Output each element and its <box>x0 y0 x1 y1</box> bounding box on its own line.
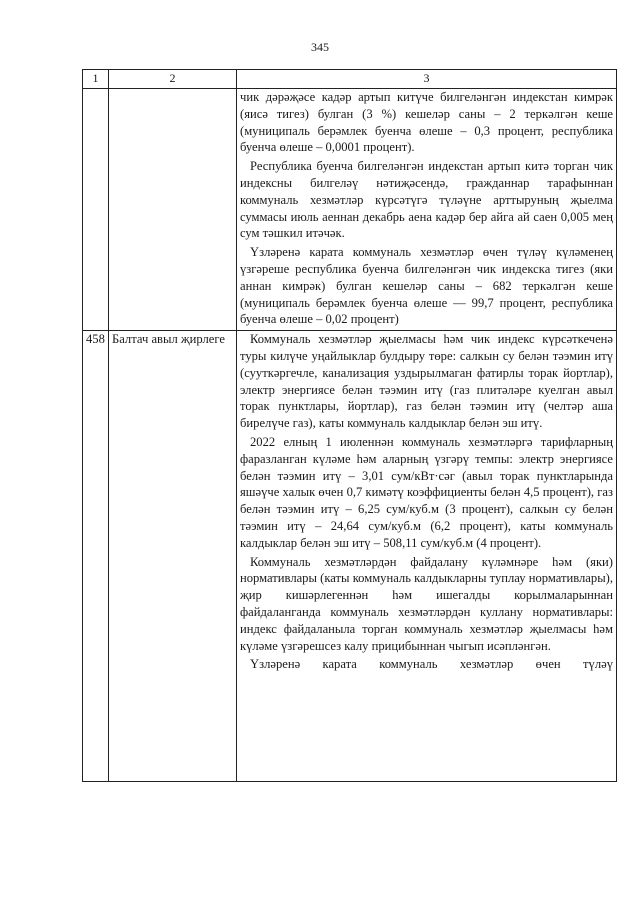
paragraph: Коммуналь хезмәтләрдән файдалану күләмнәре һәм (яки) нормативлары (каты коммуналь калдыкларны туплау нормативлары), җир кишәрлегеннән һәм ишегалды корылмаларыннан файдаланганда коммуналь хезмәтләрдән куллану нормативлары: индекс файдаланыла торган коммуналь хезмәтләр җыелмасы һәм күләме үзгәрешсез калу прицибыннан чыгып исәпләнгән. <box>240 554 613 653</box>
document-table <box>82 69 617 782</box>
paragraph: 2022 елның 1 июленнән коммуналь хезмәтләргә тарифларның фаразланган күләме һәм аларның үзгәрү темпы: электр энергиясе белән тәэмин итү – 3,01 сум/кВт·сәг (авыл торак пунктларында яшәүче халык өчен 0,7 кимәтү коэффициенты белән 4,5 процент), газ белән тәэмин итү – 6,25 сум/куб.м (3 процент), салкын су белән тәэмин итү – 24,64 сум/куб.м (6,2 процент), каты коммуналь калдыклар белән эш итү – 508,11 сум/куб.м (4 процент). <box>240 434 613 550</box>
description-cell <box>237 331 617 782</box>
header-cell-1: 1 <box>83 70 109 89</box>
row-number-cell: 458 <box>83 331 109 782</box>
paragraph-continued: Үзләренә карата коммуналь хезмәтләр өчен түләү <box>250 657 613 672</box>
description-cell <box>237 89 617 331</box>
paragraph: Коммуналь хезмәтләр җыелмасы һәм чик индекс күрсәткеченә туры килүче уңайлыклар булдыру төре: салкын су белән тәэмин итү (сууткәргечле, канализация уздырылмаган фатирлы торак йортлар), электр энергиясе белән тәэмин итү (газ плитәләре куелган авыл торак пунктлары, йортлар), газ белән тәэмин итү (челтәр аша бирелүче газ), каты коммуналь калдыклар белән эш итү. <box>240 332 613 431</box>
paragraph: Республика буенча билгеләнгән индекстан артып китә торган чик индексны билгеләү нәтиҗәсендә, гражданнар тарафыннан коммуналь хезмәтләр күрсәтүгә түләүне арттыруның җыелма суммасы июль аеннан декабрь аена кадәр бер айга ай саен 0,005 мең сум тәшкил итәчәк. <box>240 159 613 241</box>
settlement-name-cell <box>109 89 237 331</box>
paragraph: Үзләренә карата коммуналь хезмәтләр өчен түләү күләменең үзгәреше республика буенча билгеләнгән чик индекска тигез (яки аннан кимрәк) булган кешеләр саны – 682 теркәлгән кеше (муниципаль берәмлек буенча өлеше — 99,7 процент, республика буенча өлеше – 0,02 процент) <box>240 245 613 327</box>
header-cell-2: 2 <box>109 70 237 89</box>
table-row <box>83 89 617 331</box>
page-number: 345 <box>311 40 329 54</box>
settlement-name-cell: Балтач авыл җирлеге <box>109 331 237 782</box>
row-number-cell <box>83 89 109 331</box>
paragraph: чик дәрәҗәсе кадәр артып китүче билгеләнгән индекстан кимрәк (яисә тигез) булган (3 %) кешеләр саны – 2 теркәлгән кеше (муниципаль берәмлек буенча өлеше – 0,3 процент, республика буенча өлеше – 0,0001 процент). <box>240 90 613 155</box>
table-row <box>83 331 617 782</box>
header-cell-3: 3 <box>237 70 617 89</box>
table-header-row <box>83 70 617 89</box>
